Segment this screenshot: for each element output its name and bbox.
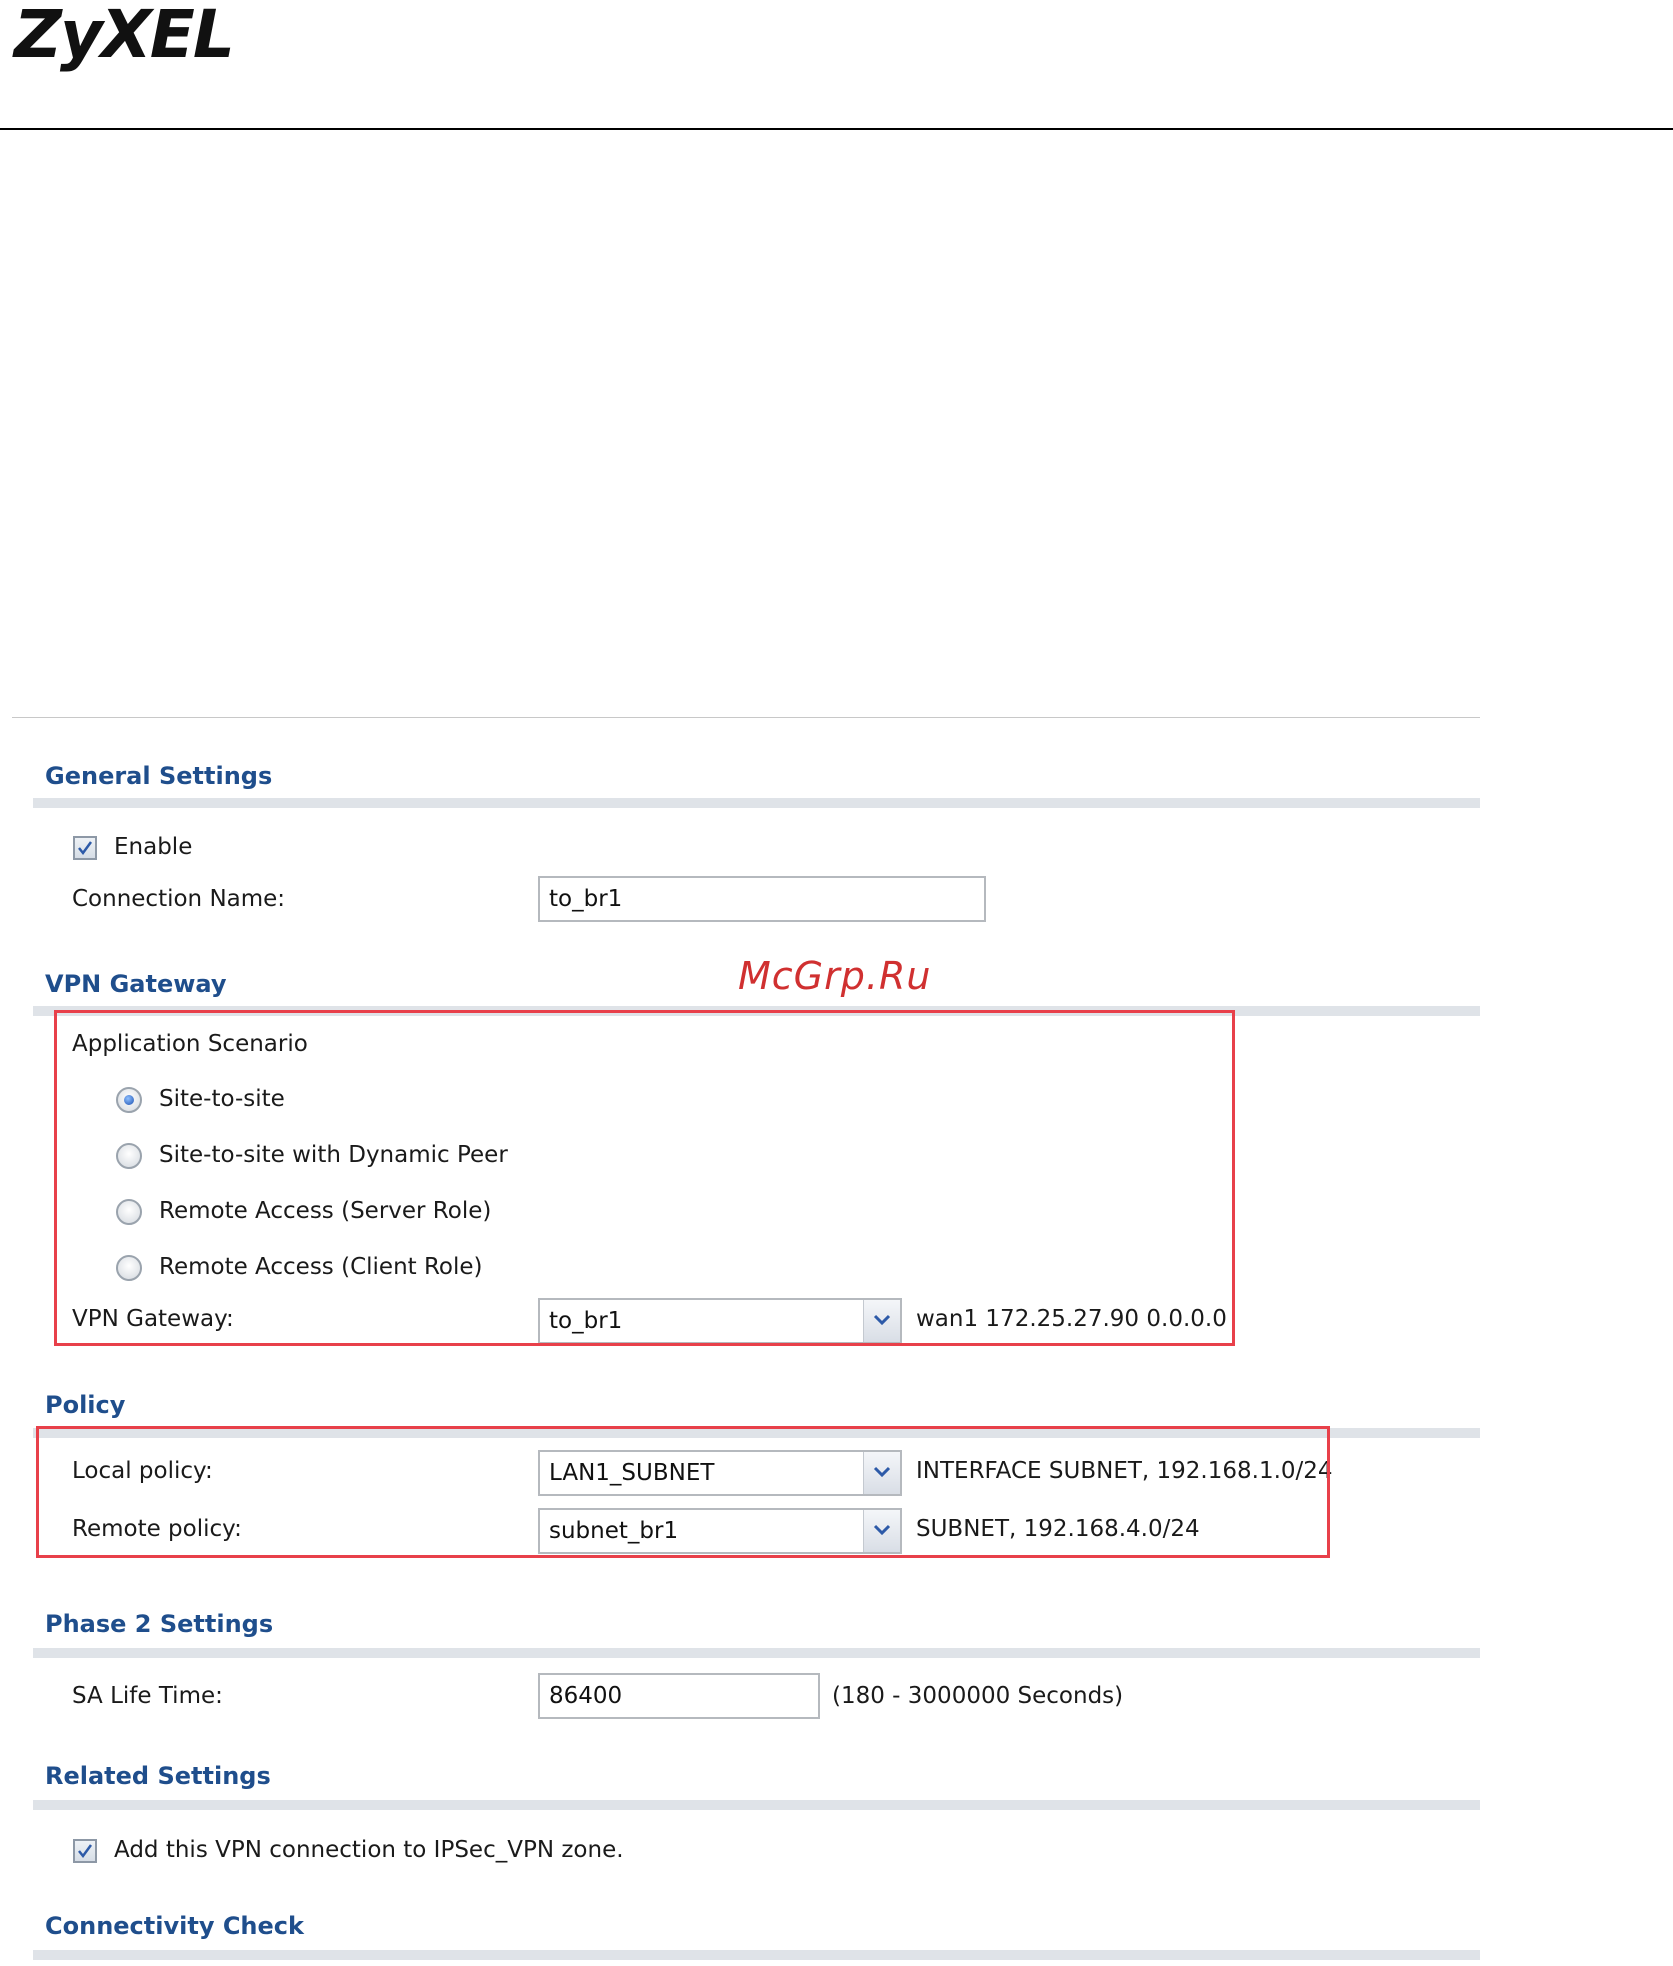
- local-policy-select-value: LAN1_SUBNET: [549, 1460, 715, 1486]
- watermark: McGrp.Ru: [738, 954, 932, 998]
- add-to-zone-label: Add this VPN connection to IPSec_VPN zone.: [114, 1837, 624, 1863]
- local-policy-label: Local policy:: [72, 1458, 213, 1484]
- scenario-dynamic-peer-label: Site-to-site with Dynamic Peer: [159, 1142, 508, 1168]
- enable-checkbox[interactable]: [73, 836, 97, 860]
- related-settings-bar: [33, 1800, 1480, 1810]
- related-settings-title: Related Settings: [45, 1762, 271, 1790]
- phase2-title: Phase 2 Settings: [45, 1610, 274, 1638]
- vpn-gateway-label: VPN Gateway:: [72, 1306, 234, 1332]
- add-to-zone-checkbox[interactable]: [73, 1839, 97, 1863]
- remote-policy-label: Remote policy:: [72, 1516, 242, 1542]
- form-top-divider: [12, 717, 1480, 718]
- remote-policy-select-value: subnet_br1: [549, 1518, 679, 1544]
- sa-life-time-input[interactable]: 86400: [538, 1673, 820, 1719]
- scenario-remote-client-label: Remote Access (Client Role): [159, 1254, 483, 1280]
- application-scenario-label: Application Scenario: [72, 1031, 308, 1057]
- sa-life-time-range: (180 - 3000000 Seconds): [832, 1683, 1124, 1709]
- scenario-remote-server-label: Remote Access (Server Role): [159, 1198, 492, 1224]
- connection-name-label: Connection Name:: [72, 886, 286, 912]
- header-divider: [0, 128, 1673, 130]
- policy-title: Policy: [45, 1391, 126, 1419]
- general-settings-title: General Settings: [45, 762, 273, 790]
- policy-highlight-box: [36, 1426, 1330, 1558]
- local-policy-info: INTERFACE SUBNET, 192.168.1.0/24: [916, 1458, 1333, 1484]
- enable-label: Enable: [114, 834, 193, 860]
- zyxel-logo: ZyXEL: [14, 0, 233, 73]
- phase2-bar: [33, 1648, 1480, 1658]
- connection-name-input[interactable]: to_br1: [538, 876, 986, 922]
- vpn-gateway-title: VPN Gateway: [45, 970, 227, 998]
- scenario-site-to-site-label: Site-to-site: [159, 1086, 285, 1112]
- connectivity-check-title: Connectivity Check: [45, 1912, 304, 1940]
- connectivity-check-bar: [33, 1950, 1480, 1960]
- checkmark-icon: [77, 1843, 93, 1859]
- checkmark-icon: [77, 840, 93, 856]
- remote-policy-info: SUBNET, 192.168.4.0/24: [916, 1516, 1200, 1542]
- vpn-gateway-info: wan1 172.25.27.90 0.0.0.0: [916, 1306, 1227, 1332]
- sa-life-time-label: SA Life Time:: [72, 1683, 223, 1709]
- vpn-gateway-select-value: to_br1: [549, 1308, 623, 1334]
- vpn-gateway-highlight-box: [54, 1010, 1235, 1346]
- general-settings-bar: [33, 798, 1480, 808]
